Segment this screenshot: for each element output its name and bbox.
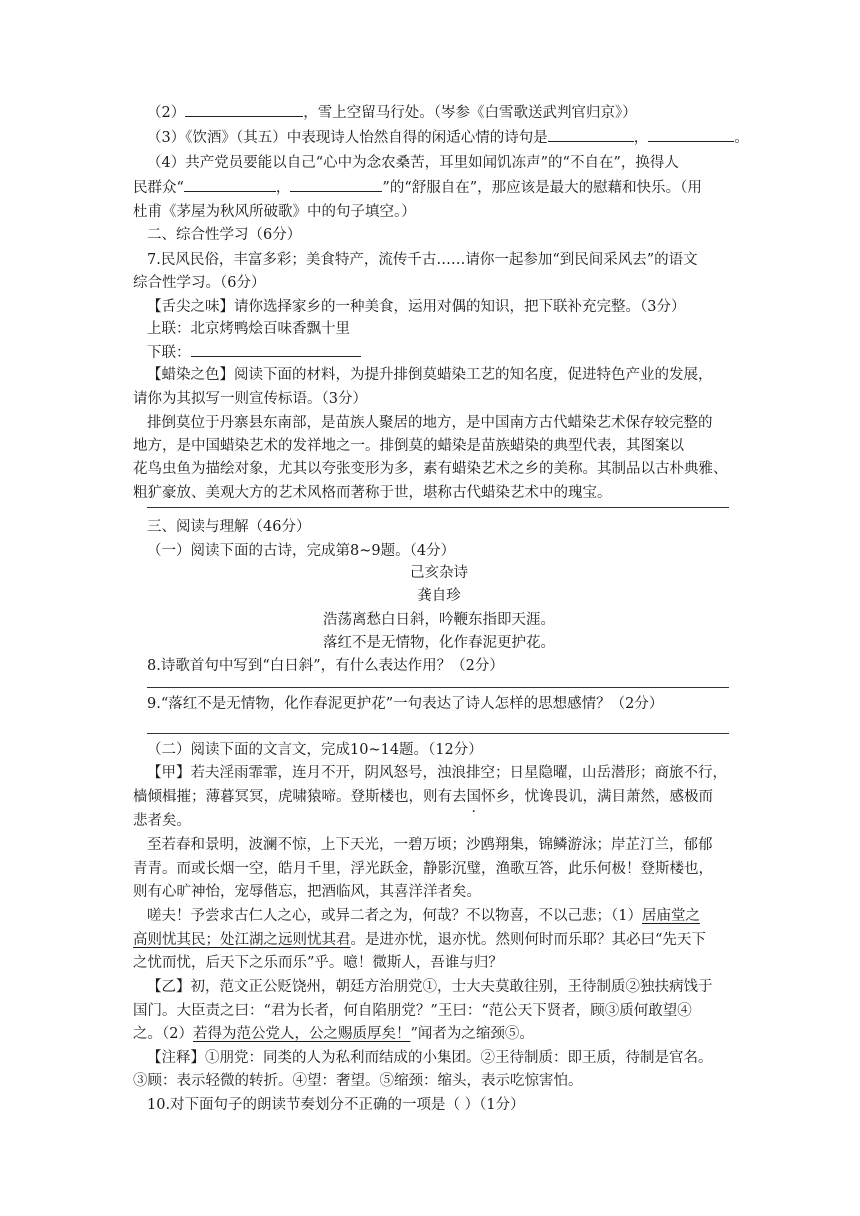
- passage-yi-line: 国门。大臣责之曰：“君为长者，何自陷朋党？”王曰：“范公天下贤者，顾③质何敢望④: [133, 1003, 692, 1019]
- passage-yi-line: 之。（2）若得为范公党人，公之赐质厚矣！”闻者为之缩颈⑤。: [133, 1026, 534, 1042]
- material-line: 地方，是中国蜡染艺术的发祥地之一。排倒莫的蜡染是苗族蜡染的典型代表，其图案以: [133, 438, 684, 454]
- emphasis-dot-char: 国: [466, 789, 481, 805]
- wax-prompt-1: 【蜡染之色】阅读下面的材料，为提升排倒莫蜡染工艺的知名度，促进特色产业的发展，: [147, 367, 713, 383]
- q6-line-4c: 杜甫《茅屋为秋风所破歌》中的句子填空。）: [133, 204, 416, 220]
- material-line: 花鸟虫鱼为描绘对象，尤其以夸张变形为多，素有蜡染艺术之乡的美称。其制品以古朴典雅、: [133, 461, 728, 477]
- poem-line: 落红不是无情物，化作春泥更护花。: [323, 635, 555, 651]
- passage-jia-line: 【甲】若夫淫雨霏霏，连月不开，阴风怒号，浊浪排空；日星隐曜，山岳潜形；商旅不行，: [147, 765, 727, 781]
- section-3-title: 三、阅读与理解（46分）: [147, 519, 311, 535]
- material-line: 粗犷豪放、美观大方的艺术风格而著称于世，堪称古代蜡染艺术中的瑰宝。: [133, 485, 612, 501]
- underlined-sentence: 居庙堂之: [641, 908, 700, 924]
- passage-yi-line: 【乙】初，范文正公贬饶州，朝廷方治朋党①，士大夫莫敢往别，王待制质②独扶病饯于: [147, 979, 713, 995]
- notes-line: 【注释】①朋党：同类的人为私利而结成的小集团。②王待制质：即王质，待制是官名。: [147, 1050, 713, 1066]
- poem-author: 龚自珍: [417, 588, 461, 604]
- answer-line[interactable]: [147, 733, 729, 734]
- wax-prompt-2: 请你为其拟写一则宣传标语。（3分）: [133, 391, 367, 407]
- q7-text-1: 7.民风民俗，丰富多彩；美食特产，流传千古……请你一起参加“到民间采风去”的语文: [147, 252, 698, 268]
- passage-jia-line: 则有心旷神怡，宠辱偕忘，把酒临风，其喜洋洋者矣。: [133, 884, 481, 900]
- answer-blank[interactable]: [184, 177, 276, 192]
- section-2-title: 二、综合性学习（6分）: [147, 227, 302, 243]
- question-10: 10.对下面句子的朗读节奏划分不正确的一项是（ ）（1分）: [147, 1097, 525, 1113]
- passage-jia-line: 高则忧其民；处江湖之远则忧其君。是进亦忧，退亦忧。然则何时而乐耶？其必曰“先天下: [133, 932, 706, 948]
- part-2-intro: （二）阅读下面的文言文，完成10~14题。（12分）: [147, 742, 483, 758]
- q7-text-2: 综合性学习。（6分）: [133, 275, 266, 291]
- question-9: 9.“落红不是无情物，化作春泥更护花”一句表达了诗人怎样的思想感情？（2分）: [147, 696, 664, 712]
- question-8: 8.诗歌首句中写到“白日斜”，有什么表达作用？（2分）: [147, 658, 504, 674]
- passage-jia-line: 至若春和景明，波澜不惊，上下天光，一碧万顷；沙鸥翔集，锦鳞游泳；岸芷汀兰，郁郁: [147, 837, 713, 853]
- answer-blank[interactable]: [191, 342, 361, 357]
- lower-couplet: 下联：: [147, 342, 361, 364]
- answer-blank[interactable]: [290, 177, 382, 192]
- answer-blank[interactable]: [185, 102, 303, 117]
- passage-jia-line: 悲者矣。: [133, 813, 191, 829]
- poem-title: 己亥杂诗: [410, 565, 468, 581]
- answer-line[interactable]: [147, 687, 729, 688]
- q6-line-4b: 民群众“ ， ”的“舒服自在”，那应该是最大的慰藉和快乐。（用: [133, 177, 702, 199]
- poem-line: 浩荡离愁白日斜，吟鞭东指即天涯。: [323, 612, 555, 628]
- q6-line-2: （2） ，雪上空留马行处。（岑参《白雪歌送武判官归京》）: [147, 102, 637, 124]
- material-line: 排倒莫位于丹寨县东南部，是苗族人聚居的地方，是中国南方古代蜡染艺术保存较完整的: [147, 415, 713, 431]
- q6-line-3: （3）《饮酒》（其五）中表现诗人怡然自得的闲适心情的诗句是 ， 。: [147, 127, 749, 149]
- q6-line-4a: （4）共产党员要能以自己“心中为念农桑苦，耳里如闻饥冻声”的“不自在”，换得人: [147, 155, 679, 171]
- answer-blank[interactable]: [548, 127, 634, 142]
- part-1-intro: （一）阅读下面的古诗，完成第8~9题。（4分）: [147, 543, 456, 559]
- underlined-sentence: 若得为范公党人，公之赐质厚矣！: [192, 1026, 411, 1042]
- passage-jia-line: 樯倾楫摧；薄暮冥冥，虎啸猿啼。登斯楼也，则有去国怀乡，忧谗畏讥，满目萧然，感极而: [133, 789, 713, 805]
- answer-line[interactable]: [147, 507, 729, 508]
- underlined-sentence: 高则忧其民；处江湖之远则忧其君: [133, 932, 351, 948]
- passage-jia-line: 之忧而忧，后天下之乐而乐”乎。噫！微斯人，吾谁与归？: [133, 955, 503, 971]
- tongue-prompt: 【舌尖之味】请你选择家乡的一种美食，运用对偶的知识，把下联补充完整。（3分）: [147, 299, 686, 315]
- answer-blank[interactable]: [648, 127, 734, 142]
- passage-jia-line: 嗟夫！予尝求古仁人之心，或异二者之为，何哉？不以物喜，不以己悲；（1）居庙堂之: [147, 908, 700, 924]
- passage-jia-line: 青青。而或长烟一空，皓月千里，浮光跃金，静影沉璧，渔歌互答，此乐何极！登斯楼也，: [133, 861, 713, 877]
- notes-line: ③顾：表示轻微的转折。④望：奢望。⑤缩颈：缩头，表示吃惊害怕。: [133, 1073, 583, 1089]
- upper-couplet: 上联：北京烤鸭烩百味香飘十里: [147, 321, 350, 337]
